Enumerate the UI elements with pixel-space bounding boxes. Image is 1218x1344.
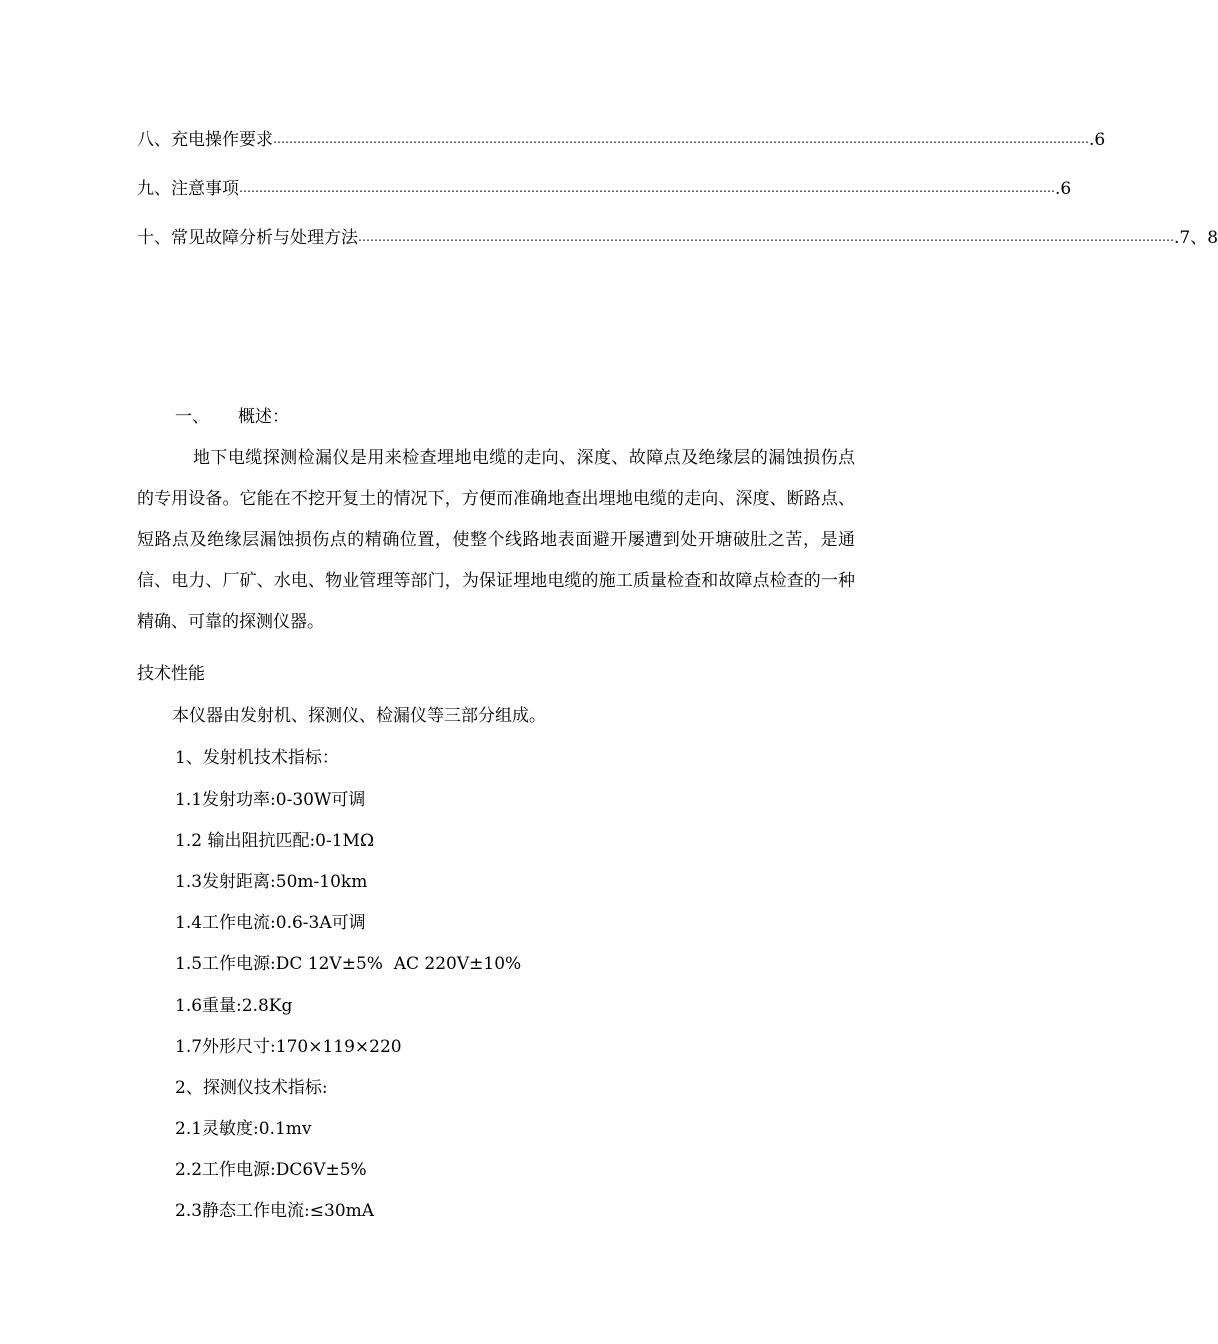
spec-item: 1.1发射功率:0-30W可调 xyxy=(175,790,366,810)
toc-entry-page: .6 xyxy=(1089,130,1106,150)
spec-item: 1.6重量:2.8Kg xyxy=(175,996,293,1016)
spec-item: 1.4工作电流:0.6-3A可调 xyxy=(175,913,366,933)
tech-intro: 本仪器由发射机、探测仪、检漏仪等三部分组成。 xyxy=(172,706,546,726)
toc-leader-dots: …………………………………………………………………………………………………………………………………………………………………………………… xyxy=(273,132,1089,146)
spec-item: 2.1灵敏度:0.1mv xyxy=(175,1119,312,1139)
toc-entry xyxy=(137,220,1218,248)
spec-item: 1.3发射距离:50m-10km xyxy=(175,872,368,892)
toc-entry-title: 九、注意事项 xyxy=(137,179,239,199)
toc-entry-page: .6 xyxy=(1055,179,1072,199)
toc-entry-title: 十、常见故障分析与处理方法 xyxy=(137,228,358,248)
toc-leader-dots: …………………………………………………………………………………………………………………………………………………………………………………… xyxy=(239,181,1055,195)
spec-item: 1.7外形尺寸:170×119×220 xyxy=(175,1037,402,1057)
tech-heading: 技术性能 xyxy=(137,664,205,684)
toc-entry xyxy=(137,171,1072,199)
toc-entry-title: 八、充电操作要求 xyxy=(137,130,273,150)
spec-item: 2.2工作电源:DC6V±5% xyxy=(175,1160,367,1180)
spec-item: 1.2 输出阻抗匹配:0-1MΩ xyxy=(175,831,375,851)
section-number: 一、 xyxy=(175,407,209,427)
toc-entry-page: .7、8 xyxy=(1174,228,1218,248)
toc-leader-dots: …………………………………………………………………………………………………………………………………………………………………………………… xyxy=(358,230,1174,244)
section-title: 概述： xyxy=(238,407,289,427)
overview-paragraph: 地下电缆探测检漏仪是用来检查埋地电缆的走向、深度、故障点及绝缘层的漏蚀损伤点的专用设备。它能在不挖开复土的情况下，方便而准确地查出埋地电缆的走向、深度、断路点、短路点及绝缘层漏蚀损伤点的精确位置，使整个线路地表面避开屡遭到处开塘破肚之苦，是通信、电力、厂矿、水电、物业管理等部门，为保证埋地电缆的施工质量检查和故障点检查的一种精确、可靠的探测仪器。 xyxy=(137,448,855,632)
spec-item: 2.3静态工作电流:≤30mA xyxy=(175,1201,375,1221)
detector-heading: 2、探测仪技术指标: xyxy=(175,1078,328,1098)
toc-entry xyxy=(137,122,1106,150)
spec-item: 1.5工作电源:DC 12V±5% AC 220V±10% xyxy=(175,954,522,974)
transmitter-heading: 1、发射机技术指标： xyxy=(175,748,339,768)
